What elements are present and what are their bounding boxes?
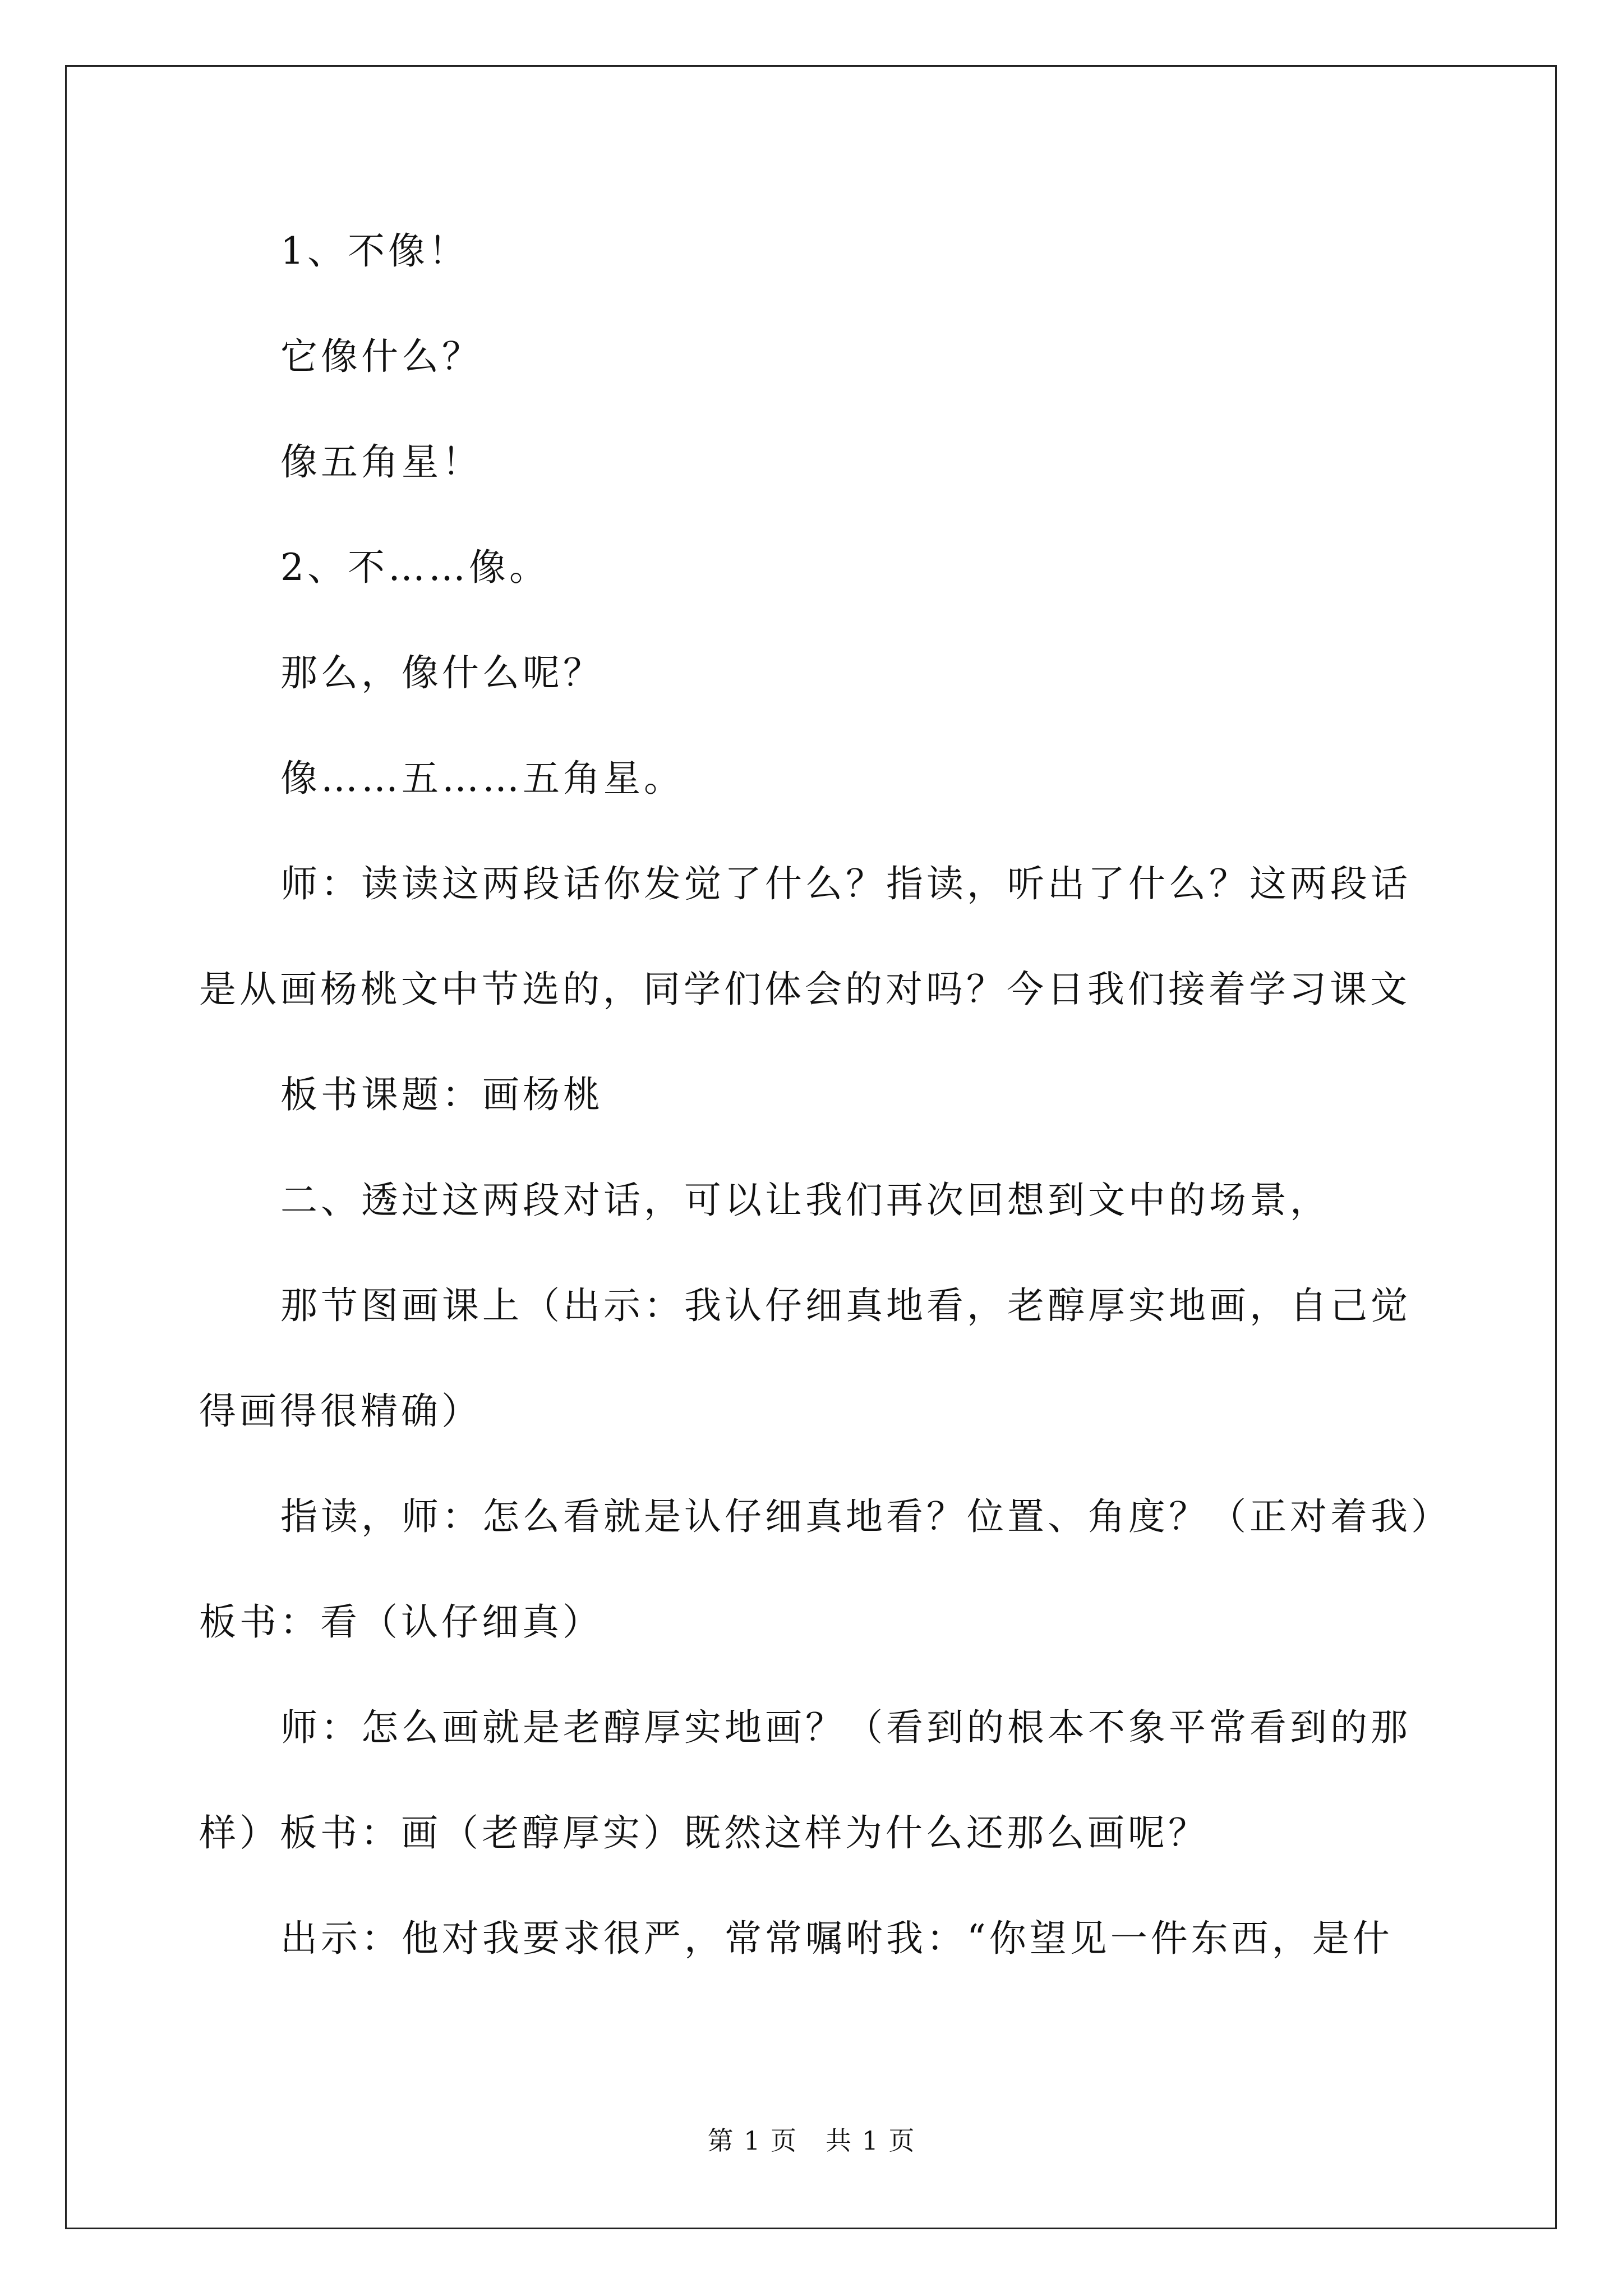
- text-line: 板书课题：画杨桃: [280, 1073, 603, 1116]
- page-total: 共 1 页: [826, 2125, 916, 2156]
- text-line: 师：读读这两段话你发觉了什么？指读，听出了什么？这两段话: [280, 862, 1411, 905]
- text-line: 是从画杨桃文中节选的，同学们体会的对吗？今日我们接着学习课文: [199, 968, 1410, 1011]
- text-line: 师：怎么画就是老醇厚实地画？（看到的根本不象平常看到的那: [280, 1706, 1411, 1749]
- text-line: 得画得很精确）: [199, 1389, 482, 1433]
- text-line: 二、透过这两段对话，可以让我们再次回想到文中的场景，: [280, 1179, 1330, 1222]
- text-line: 那么，像什么呢？: [280, 651, 603, 694]
- page-number: 第 1 页: [707, 2125, 797, 2156]
- text-line: 出示：他对我要求很严，常常嘱咐我：“你望见一件东西，是什: [280, 1917, 1393, 1960]
- text-line: 那节图画课上（出示：我认仔细真地看，老醇厚实地画，自己觉: [280, 1284, 1411, 1327]
- text-line: 像五角星！: [280, 440, 482, 484]
- page-footer: [0, 2120, 1623, 2157]
- text-line: 1、不像！: [280, 229, 469, 273]
- text-line: 它像什么？: [280, 335, 482, 378]
- text-line: 2、不……像。: [280, 546, 550, 589]
- text-line: 板书：看（认仔细真）: [199, 1600, 603, 1644]
- page-border: [65, 65, 1557, 2229]
- text-line: 样）板书：画（老醇厚实）既然这样为什么还那么画呢？: [199, 1811, 1209, 1855]
- text-line: 指读，师：怎么看就是认仔细真地看？位置、角度？（正对着我）: [280, 1495, 1451, 1538]
- text-line: 像……五……五角星。: [280, 757, 684, 800]
